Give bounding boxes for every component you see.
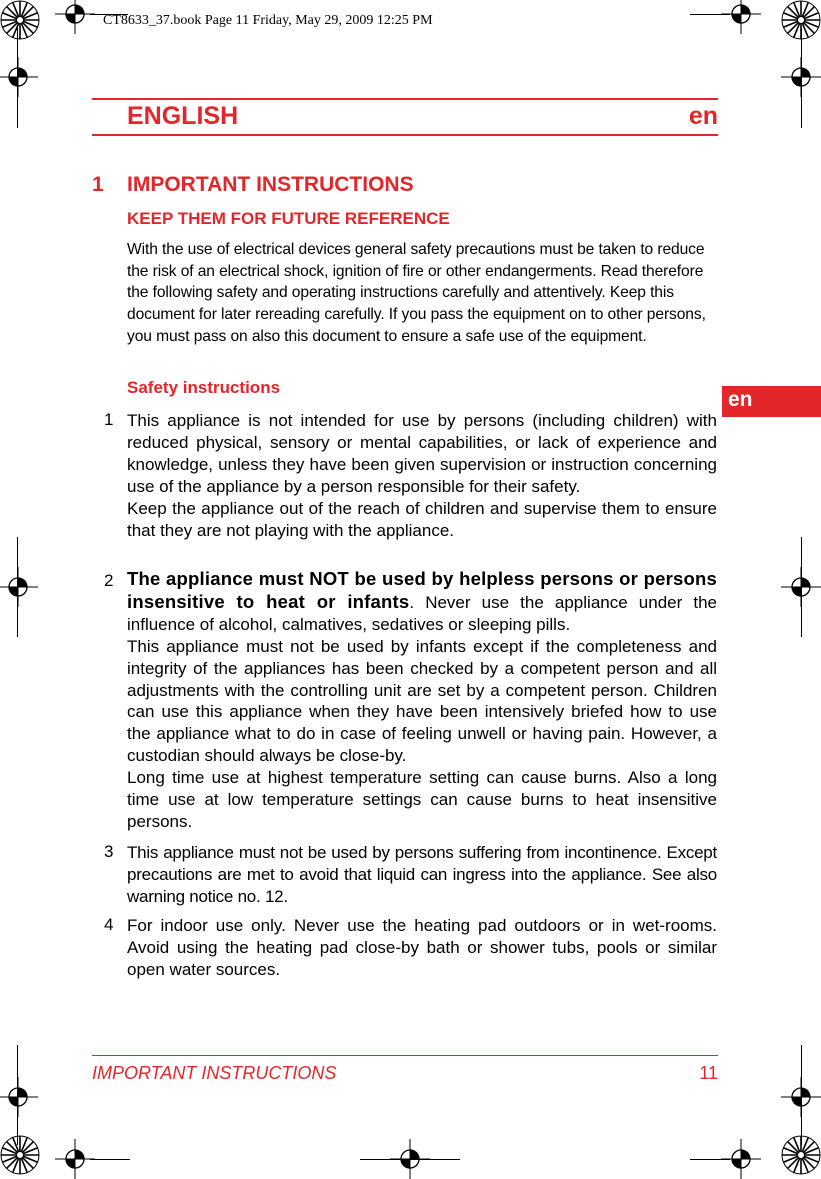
crop-line xyxy=(90,1159,130,1160)
item-paragraph: Long time use at highest temperature setting can cause burns. Also a long time use at low temperature settings can cause burns to heat insensitive persons. xyxy=(127,768,717,831)
item-paragraph: For indoor use only. Never use the heating pad outdoors or in wet-rooms. Avoid using the heating pad close-by bath or shower tubs, pools or similar open water sources. xyxy=(127,916,717,979)
safety-heading: Safety instructions xyxy=(127,378,281,397)
footer-rule xyxy=(92,1055,718,1056)
registration-mark-icon xyxy=(0,1077,38,1117)
section-subtitle: KEEP THEM FOR FUTURE REFERENCE xyxy=(127,209,450,228)
item-number: 1 xyxy=(104,410,114,429)
language-side-tab: en xyxy=(722,386,821,417)
item-text: . Never use the appliance under the influence of alcohol, calmatives, sedatives or sleeping pills. xyxy=(127,592,717,634)
item-paragraph: Keep the appliance out of the reach of children and supervise them to ensure that they are not playing with the appliance. xyxy=(127,498,717,540)
item-number: 4 xyxy=(104,915,114,934)
header-rule-top xyxy=(92,98,718,100)
crop-starburst-icon xyxy=(0,0,40,40)
crop-starburst-icon xyxy=(0,1135,40,1175)
registration-mark-icon xyxy=(0,567,38,607)
crop-line xyxy=(17,1045,18,1145)
crop-line xyxy=(690,14,730,15)
item-paragraph: This appliance must not be used by persons suffering from incontinence. Except precautions are met to avoid that liquid can ingress into the appliance. See also warning notice no. 12. xyxy=(127,843,717,906)
crop-line xyxy=(360,1159,460,1160)
crop-line xyxy=(690,1159,730,1160)
list-item xyxy=(127,842,717,908)
page-number: 11 xyxy=(699,1063,718,1083)
crop-line xyxy=(17,537,18,637)
crop-line xyxy=(801,537,802,637)
item-bold-lead: The appliance must NOT be used by helpless persons or persons insensitive to heat or infants xyxy=(127,568,717,612)
crop-line xyxy=(801,28,802,128)
print-slug: CT8633_37.book Page 11 Friday, May 29, 2009 12:25 PM xyxy=(103,13,433,28)
list-item xyxy=(127,915,717,981)
section-title: IMPORTANT INSTRUCTIONS xyxy=(127,173,414,196)
item-paragraph xyxy=(127,568,717,636)
list-item xyxy=(127,410,717,541)
header-lang-code: en xyxy=(688,102,718,130)
list-item xyxy=(127,568,717,833)
registration-mark-icon xyxy=(55,0,95,34)
header-rule-bottom xyxy=(92,134,718,136)
crop-line xyxy=(17,28,18,128)
item-paragraph: This appliance must not be used by infants except if the completeness and integrity of the appliances has been checked by a competent person and all adjustments with the controlling unit are set by a competent person. Children can use this appliance when they have been intensively briefed how to use the appliance what to do in case of feeling unwell or having pain. However, a custodian should always be close-by. xyxy=(127,636,717,766)
intro-paragraph: With the use of electrical devices general safety precautions must be taken to reduce the risk of an electrical shock, ignition of fire or other endangerments. Read therefore the following safety and operating instructions carefully and attentively. Keep this document for later rereading carefully. If you pass the equipment on to other persons, you must pass on also this document to ensure a safe use of the equipment. xyxy=(127,241,706,345)
header-title: ENGLISH xyxy=(127,102,239,130)
crop-line xyxy=(801,1045,802,1145)
registration-mark-icon xyxy=(721,0,761,34)
footer-section-name: IMPORTANT INSTRUCTIONS xyxy=(92,1063,337,1083)
registration-mark-icon xyxy=(55,1139,95,1179)
item-paragraph: This appliance is not intended for use by persons (including children) with reduced physical, sensory or mental capabilities, or lack of experience and knowledge, unless they have been given supervision or instruction concerning use of the appliance by a person responsible for their safety. xyxy=(127,411,717,496)
item-number: 3 xyxy=(104,842,114,861)
section-number: 1 xyxy=(92,173,104,196)
registration-mark-icon xyxy=(0,57,38,97)
item-number: 2 xyxy=(104,571,114,590)
